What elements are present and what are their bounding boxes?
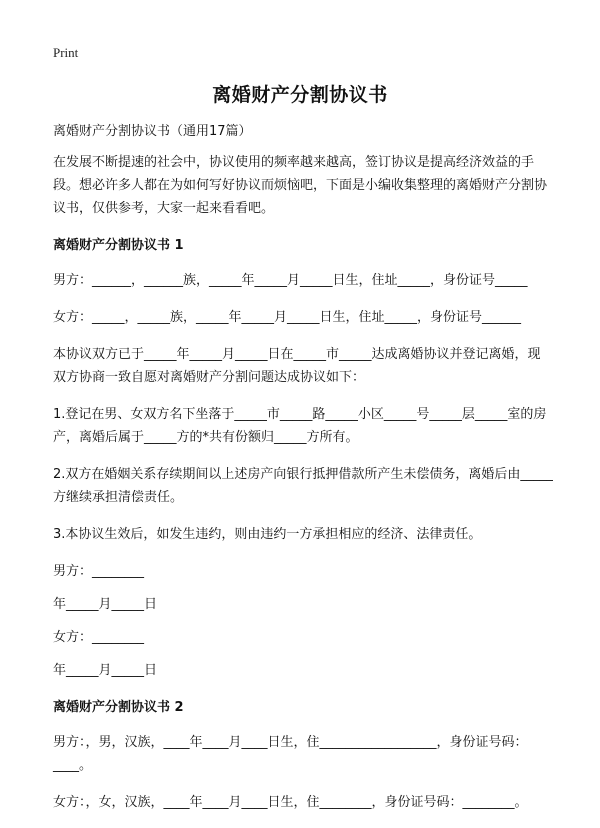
- female-signature-line: 女方：________: [53, 630, 145, 645]
- male-date-line: 年_____月_____日: [53, 597, 158, 612]
- section-1-heading: 离婚财产分割协议书 1: [53, 238, 184, 253]
- print-link[interactable]: Print: [53, 45, 79, 60]
- section-1-agreement: 本协议双方已于_____年_____月_____日在_____市_____达成离婚协议并登记离婚，现双方协商一致自愿对离婚财产分割问题达成协议如下：: [53, 347, 541, 385]
- male-signature-line: 男方：________: [53, 564, 145, 579]
- section-2-male-info: 男方：，男，汉族，____年____月____日生，住__________________，身份证号码：____。: [53, 735, 528, 773]
- section-1-clause-3: 3.本协议生效后，如发生违约，则由违约一方承担相应的经济、法律责任。: [53, 527, 482, 542]
- page-title: 离婚财产分割协议书: [212, 84, 388, 106]
- document-subtitle: 离婚财产分割协议书（通用17篇）: [53, 124, 252, 139]
- section-1-male-info: 男方：______，______族，_____年_____月_____日生，住址_____，身份证号_____: [53, 273, 528, 288]
- section-1-clause-2: 2.双方在婚姻关系存续期间以上述房产向银行抵押借款所产生未偿债务，离婚后由_____方继续承担清偿责任。: [53, 467, 553, 505]
- intro-paragraph: 在发展不断提速的社会中，协议使用的频率越来越高，签订协议是提高经济效益的手段。想必许多人都在为如何写好协议而烦恼吧，下面是小编收集整理的离婚财产分割协议书，仅供参考，大家一起来看看吧。: [53, 155, 548, 216]
- section-2-female-info: 女方：，女，汉族，____年____月____日生，住________，身份证号码：________。: [53, 795, 528, 810]
- female-date-line: 年_____月_____日: [53, 663, 158, 678]
- section-1-clause-1: 1.登记在男、女双方名下坐落于_____市_____路_____小区_____号_____层_____室的房产，离婚后属于_____方的*共有份额归_____方所有。: [53, 407, 547, 445]
- section-1-female-info: 女方：_____，_____族，_____年_____月_____日生，住址_____，身份证号______: [53, 310, 522, 325]
- section-2-heading: 离婚财产分割协议书 2: [53, 700, 184, 715]
- document-body: [53, 120, 553, 828]
